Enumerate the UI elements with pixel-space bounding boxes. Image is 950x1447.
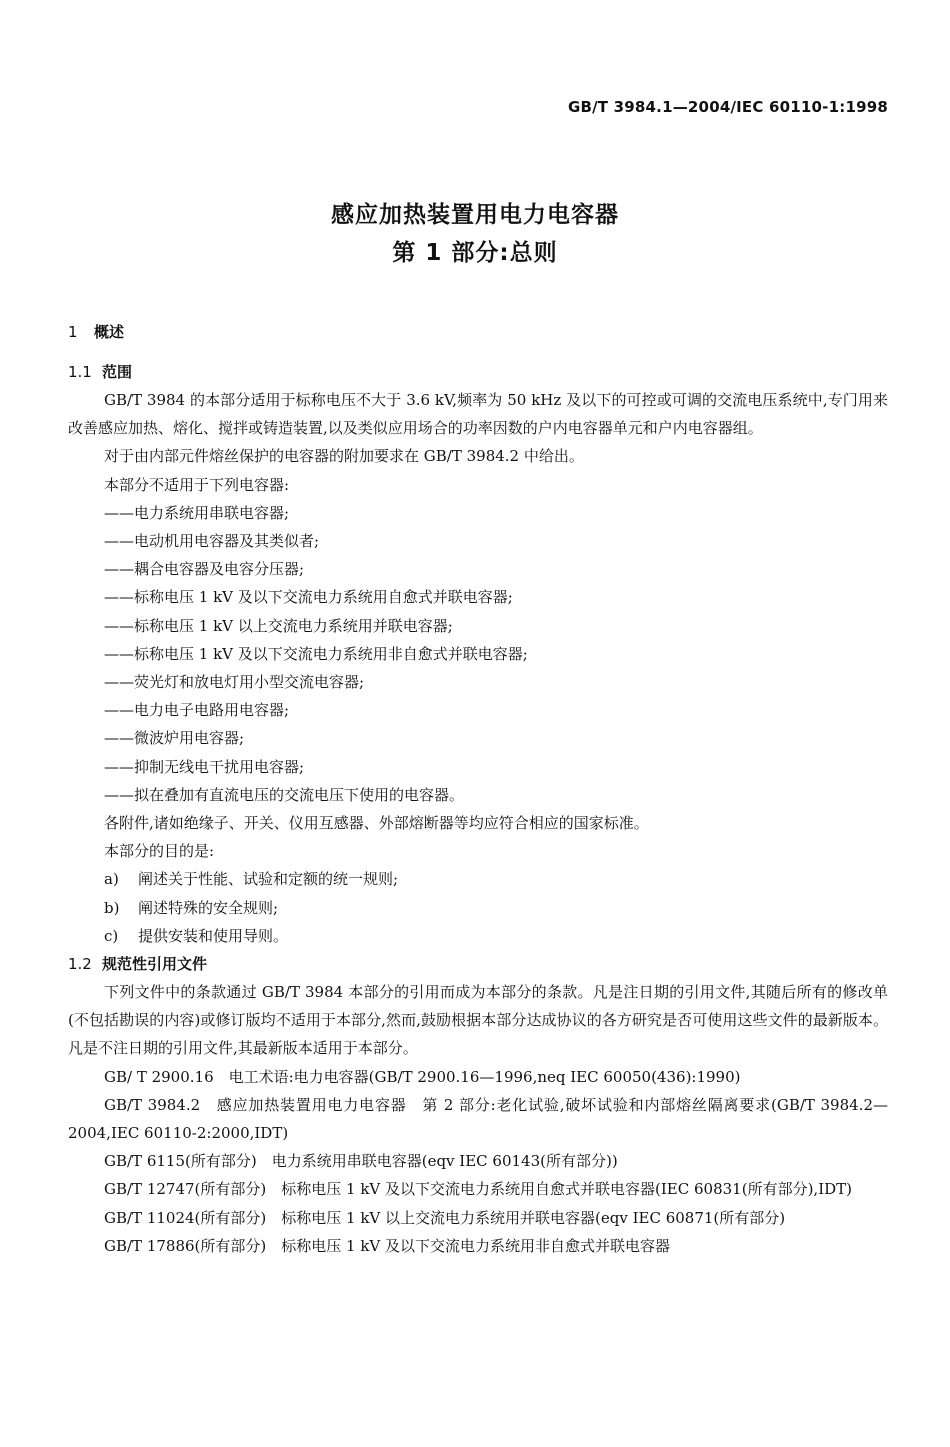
section-number: 1.2 <box>68 955 92 974</box>
section-title: 规范性引用文件 <box>102 955 208 974</box>
section-title: 概述 <box>94 323 125 341</box>
list-item: ——拟在叠加有直流电压的交流电压下使用的电容器。 <box>104 785 465 804</box>
reference-entry: GB/T 17886(所有部分) 标称电压 1 kV 及以下交流电力系统用非自愈式并联电容器 <box>104 1236 671 1255</box>
reference-entry: GB/T 6115(所有部分) 电力系统用串联电容器(eqv IEC 60143(所有部分)) <box>104 1152 618 1171</box>
fuse-requirement-paragraph: 对于由内部元件熔丝保护的电容器的附加要求在 GB/T 3984.2 中给出。 <box>104 447 584 466</box>
list-item: ——标称电压 1 kV 及以下交流电力系统用非自愈式并联电容器; <box>104 644 528 663</box>
purpose-intro: 本部分的目的是: <box>104 842 215 861</box>
list-item: ——荧光灯和放电灯用小型交流电容器; <box>104 673 365 692</box>
list-label: c) <box>104 926 119 945</box>
list-item <box>68 894 888 922</box>
reference-list <box>68 1063 888 1260</box>
list-item <box>68 922 888 950</box>
section-number: 1.1 <box>68 363 92 381</box>
list-item <box>68 865 888 893</box>
document-code: GB/T 3984.1—2004/IEC 60110-1:1998 <box>567 98 888 116</box>
section-1-heading <box>68 318 888 346</box>
list-item: ——耦合电容器及电容分压器; <box>104 560 305 579</box>
list-text: 阐述特殊的安全规则; <box>138 898 279 917</box>
document-title: 感应加热装置用电力电容器 <box>331 202 619 228</box>
list-item: ——抑制无线电干扰用电容器; <box>104 757 305 776</box>
section-1-2-heading <box>68 950 888 978</box>
exclusion-list <box>68 499 888 809</box>
list-text: 阐述关于性能、试验和定额的统一规则; <box>138 870 399 889</box>
list-label: b) <box>104 898 120 917</box>
reference-entry: GB/T 3984.2 感应加热装置用电力电容器 第 2 部分:老化试验,破坏试验和内部熔丝隔离要求(GB/T 3984.2—2004,IEC 60110-2:2000,IDT) <box>68 1095 888 1143</box>
list-label: a) <box>104 870 119 889</box>
section-1-1-heading <box>68 358 888 386</box>
list-item: ——标称电压 1 kV 以上交流电力系统用并联电容器; <box>104 616 453 635</box>
reference-entry: GB/T 12747(所有部分) 标称电压 1 kV 及以下交流电力系统用自愈式并联电容器(IEC 60831(所有部分),IDT) <box>104 1180 852 1199</box>
list-item: ——微波炉用电容器; <box>104 729 245 748</box>
list-item: ——标称电压 1 kV 及以下交流电力系统用自愈式并联电容器; <box>104 588 513 607</box>
list-item: ——电力系统用串联电容器; <box>104 503 290 522</box>
reference-entry: GB/T 11024(所有部分) 标称电压 1 kV 以上交流电力系统用并联电容器(eqv IEC 60871(所有部分) <box>104 1208 786 1227</box>
list-item: ——电动机用电容器及其类似者; <box>104 532 320 551</box>
document-subtitle: 第 1 部分:总则 <box>392 240 558 266</box>
section-title: 范围 <box>102 363 133 381</box>
scope-paragraph: GB/T 3984 的本部分适用于标称电压不大于 3.6 kV,频率为 50 kHz 及以下的可控或可调的交流电压系统中,专门用来改善感应加热、熔化、搅拌或铸造装置,以及类似应用场合的功率因数的户内电容器单元和户内电容器组。 <box>68 391 888 438</box>
list-text: 提供安装和使用导则。 <box>138 926 289 945</box>
purpose-list <box>68 865 888 950</box>
normative-intro: 下列文件中的条款通过 GB/T 3984 本部分的引用而成为本部分的条款。凡是注日期的引用文件,其随后所有的修改单(不包括勘误的内容)或修订版均不适用于本部分,然而,鼓励根据本部分达成协议的各方研究是否可使用这些文件的最新版本。凡是不注日期的引用文件,其最新版本适用于本部分。 <box>68 983 888 1058</box>
list-item: ——电力电子电路用电容器; <box>104 701 290 720</box>
section-number: 1 <box>68 323 78 341</box>
document-body <box>68 318 888 1260</box>
reference-entry: GB/ T 2900.16 电工术语:电力电容器(GB/T 2900.16—1996,neq IEC 60050(436):1990) <box>104 1067 741 1086</box>
accessories-paragraph: 各附件,诸如绝缘子、开关、仪用互感器、外部熔断器等均应符合相应的国家标准。 <box>104 814 649 833</box>
exclusions-intro: 本部分不适用于下列电容器: <box>104 475 290 494</box>
